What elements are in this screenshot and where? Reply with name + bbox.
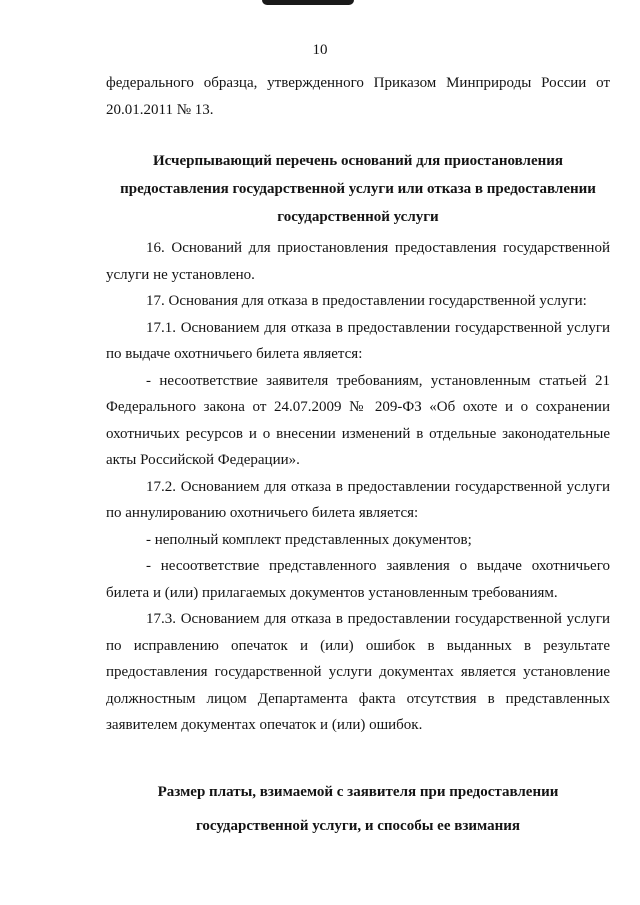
paragraph-16: 16. Оснований для приостановления предоставления государственной услуги не установлено. — [106, 240, 610, 283]
paragraph-17-2-item-b: - несоответствие представленного заявления о выдаче охотничьего билета и (или) прилагаемых документов установленным требованиям. — [106, 558, 610, 601]
paragraph-17-2: 17.2. Основанием для отказа в предоставлении государственной услуги по аннулированию охотничьего билета является: — [106, 478, 610, 521]
paragraph-17-3: 17.3. Основанием для отказа в предоставлении государственной услуги по исправлению опечаток и (или) ошибок в выданных в результате предоставления государственной услуги документах является установление должностным лицом Департамента факта отсутствия в представленных заявителем документах опечаток и (или) ошибок. — [106, 611, 610, 733]
section-heading-fee: Размер платы, взимаемой с заявителя при предоставлении государственной услуги, и способы ее взимания — [157, 783, 559, 834]
paragraph-17: 17. Основания для отказа в предоставлении государственной услуги: — [146, 293, 587, 309]
scan-artifact — [262, 0, 354, 5]
paragraph-17-2-item-a: - неполный комплект представленных документов; — [146, 531, 472, 548]
document-body — [106, 70, 610, 843]
page-number: 10 — [312, 42, 328, 58]
paragraph-17-1: 17.1. Основанием для отказа в предоставлении государственной услуги по выдаче охотничьего билета является: — [106, 319, 610, 362]
section-heading-grounds-refusal: Исчерпывающий перечень оснований для приостановления предоставления государственной услуги или отказа в предоставлении государственной услуги — [120, 153, 596, 225]
paragraph-17-1-item: - несоответствие заявителя требованиям, установленным статьей 21 Федерального закона от 24.07.2009 № 209-ФЗ «Об охоте и о сохранении охотничьих ресурсов и о внесении изменений в отдельные законодательные акты Российской Федерации». — [106, 372, 610, 468]
continuation-paragraph: федерального образца, утвержденного Приказом Минприроды России от 20.01.2011 № 13. — [106, 75, 610, 118]
